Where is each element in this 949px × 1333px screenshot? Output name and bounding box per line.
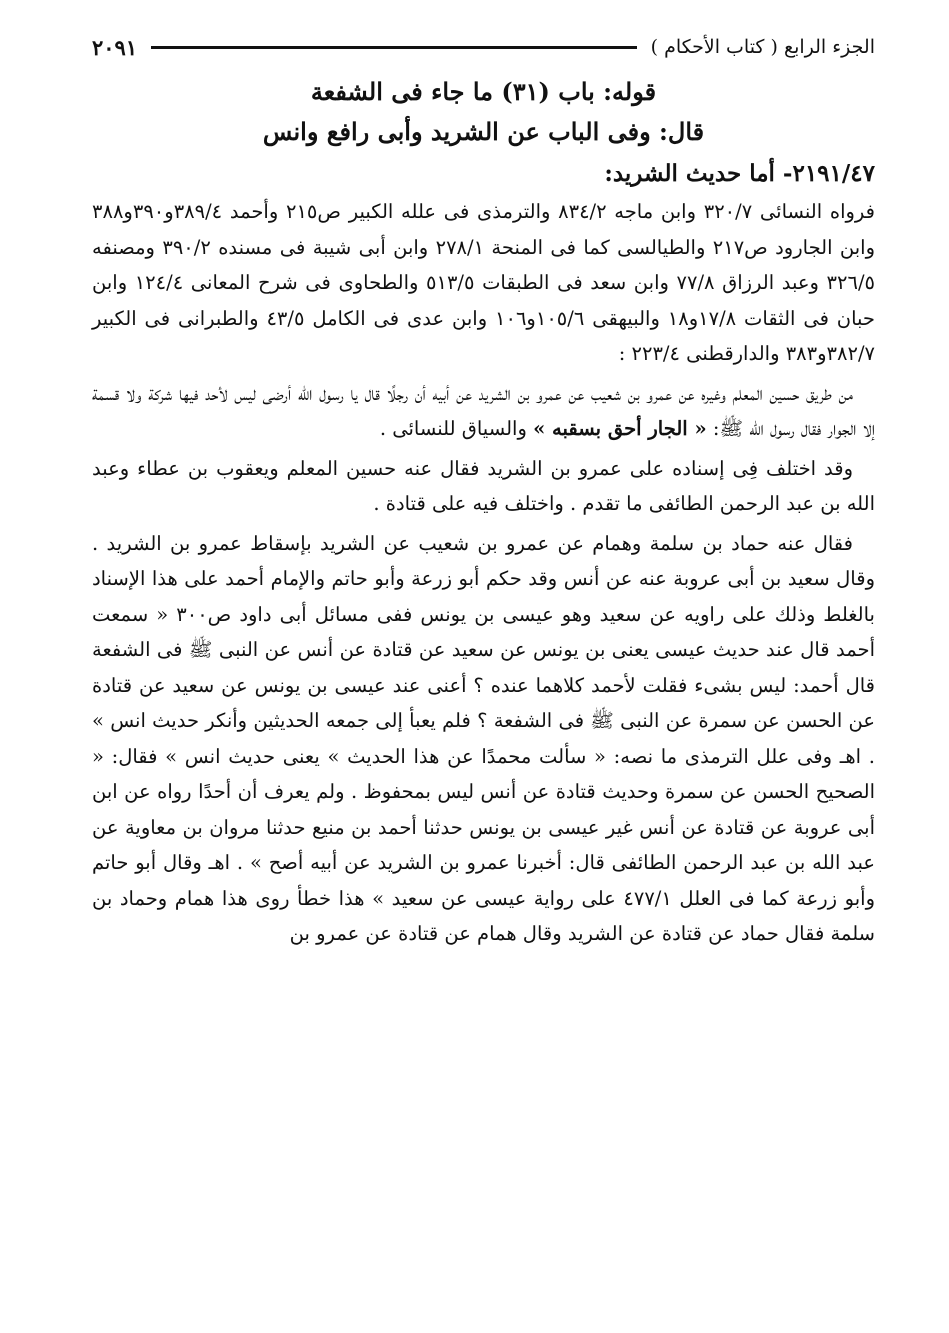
paragraph-sources: فرواه النسائى ٣٢٠/٧ وابن ماجه ٨٣٤/٢ والترمذى فى علله الكبير ص٢١٥ وأحمد ٣٨٩/٤و٣٩٠و٣٨٨ وابن الجارود ص٢١٧ والطيالسى كما فى المنحة ٢٧٨/١ وابن أبى شيبة فى مسنده ٣٩٠/٢ ومصنفه ٣٢٦/٥ وعبد الرزاق ٧٧/٨ وابن سعد فى الطبقات ٥١٣/٥ والطحاوى فى شرح المعانى ١٢٤/٤ وابن حبان فى الثقات ١٧/٨و١٨ والبيهقى ١٠٥/٦و١٠٦ وابن عدى فى الكامل ٤٣/٥ والطبرانى فى الكبير ٣٨٢/٧و٣٨٣ والدارقطنى ٢٢٣/٤ : bbox=[92, 200, 876, 365]
paragraph-isnad bbox=[92, 376, 875, 447]
hadith-matn: « الجار أحق بسقبه » bbox=[533, 417, 707, 440]
paragraph-isnad-text: من طريق حسين المعلم وغيره عن عمرو بن شعيب عن عمرو بن الشريد عن أبيه أن رجلًا قال يا رسول الله أرضى ليس لأحد فيها شركة ولا قسمة إلا الجوار فقال رسول الله ﷺ: bbox=[92, 381, 875, 440]
paragraph-ikhtilaf: وقد اختلف فِى إسناده على عمرو بن الشريد فقال عنه حسين المعلم ويعقوب بن عطاء وعبد الله بن عبد الرحمن الطائفى ما تقدم . واختلف فيه على قتادة . bbox=[92, 456, 875, 515]
chapter-subtitle: قال: وفى الباب عن الشريد وأبى رافع وانس bbox=[262, 117, 705, 146]
document-page bbox=[92, 28, 875, 1313]
page-number: ٢٠٩١ bbox=[92, 34, 138, 60]
paragraph-qatada: فقال عنه حماد بن سلمة وهمام عن عمرو بن شعيب عن الشريد بإسقاط عمرو بن الشريد . وقال سعيد بن أبى عروبة عنه عن أنس وقد حكم أبو زرعة وأبو حاتم والإمام أحمد على هذا الإسناد بالغلط وذلك على راويه عن سعيد وهو عيسى بن يونس ففى مسائل أبى داود ص٣٠٠ « سمعت أحمد قال عند حديث عيسى يعنى بن يونس عن سعيد عن قتادة عن أنس عن النبى ﷺ فى الشفعة قال أحمد: ليس بشىء فقلت لأحمد كلاهما عنده ؟ أعنى عند عيسى بن يونس عن سعيد عن قتادة عن الحسن عن سمرة عن النبى ﷺ فى الشفعة ؟ فلم يعبأ إلى جمعه الحديثين وأنكر حديث انس » . اهـ وفى علل الترمذى ما نصه: « سألت محمدًا عن هذا الحديث » يعنى حديث انس » فقال: « الصحيح الحسن عن سمرة وحديث قتادة عن أنس ليس بمحفوظ . ولم يعرف أن أحدًا رواه عن ابن أبى عروبة عن قتادة عن أنس غير عيسى بن يونس حدثنا أحمد بن منيع حدثنا مروان بن معاوية عن عبد الله بن عبد الرحمن الطائفى قال: أخبرنا عمرو بن الشريد عن أبيه أصح » . اهـ وقال أبو حاتم وأبو زرعة كما فى العلل ٤٧٧/١ على رواية عيسى عن سعيد » هذا خطأ روى هذا همام وحماد بن سلمة فقال حماد عن قتادة عن الشريد وقال همام عن قتادة عن عمرو بن bbox=[92, 531, 875, 945]
running-header bbox=[92, 28, 875, 66]
hadith-heading: ٢١٩١/٤٧- أما حديث الشريد: bbox=[604, 160, 875, 187]
paragraph-isnad-note: والسياق للنسائى . bbox=[379, 417, 527, 440]
chapter-title: قوله: باب (٣١) ما جاء فى الشفعة bbox=[310, 77, 657, 106]
running-title: الجزء الرابع ( كتاب الأحكام ) bbox=[650, 36, 875, 58]
header-rule bbox=[151, 46, 637, 49]
